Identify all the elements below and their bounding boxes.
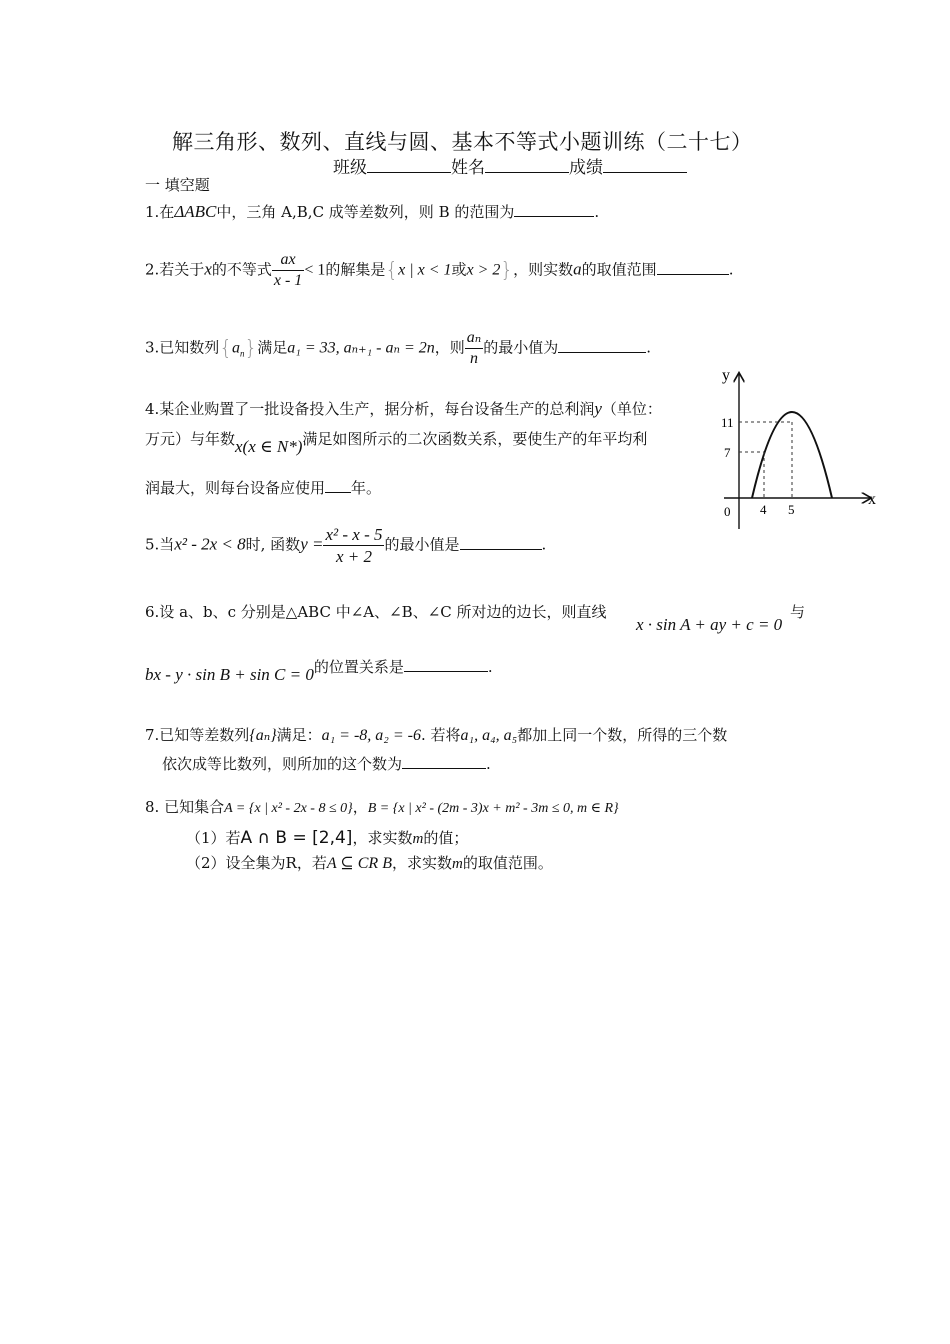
q5-prefix: 5.当 (145, 535, 175, 554)
q7-condition: a₁ = -8, a₂ = -6 (321, 727, 421, 744)
question-6-line-2 (145, 657, 493, 683)
question-2 (145, 252, 733, 289)
question-7-line-1 (145, 728, 727, 744)
q7-line1a: 7.已知等差数列 (145, 726, 250, 744)
section-heading: 一 填空题 (145, 176, 210, 194)
q6-end: . (487, 658, 493, 676)
q3-text3: 的最小值为 (483, 338, 559, 357)
q6-line1: 6.设 a、b、c 分别是△ABC 中∠A、∠B、∠C 所对边的边长，则直线 (145, 603, 607, 621)
q6-eq1: x · sin A + ay + c = 0 (636, 615, 783, 634)
q7-line2: 依次成等比数列，则所加的这个数为 (162, 755, 403, 773)
q2-answer-blank[interactable] (657, 260, 729, 275)
q2-set-or: 或 (451, 260, 467, 279)
y-tick-11: 11 (721, 415, 734, 430)
q2-text2: 的解集是 (325, 260, 386, 279)
name-field[interactable] (485, 155, 569, 173)
q4-line2b: 满足如图所示的二次函数关系，要使生产的年平均利 (302, 430, 648, 448)
question-8-part-2 (186, 856, 553, 872)
q1-answer-blank[interactable] (514, 202, 594, 217)
score-label: 成绩 (569, 158, 603, 178)
q7-terms: a₁, a₄, a₅ (460, 727, 518, 744)
q3-answer-blank[interactable] (558, 338, 646, 353)
q5-answer-blank[interactable] (460, 535, 542, 550)
q2-text3: ，则实数 (513, 260, 574, 279)
q3-frac-num: aₙ (465, 330, 483, 349)
q2-frac-den: x - 1 (273, 272, 303, 289)
q2-x: x (204, 259, 212, 279)
q1-text: 中，三角 A,B,C 成等差数列，则 B 的范围为 (216, 203, 515, 221)
q4-answer-blank[interactable] (325, 478, 351, 493)
q2-fraction (272, 252, 304, 289)
q2-brace-right: } (500, 257, 514, 282)
question-1 (145, 202, 599, 220)
y-tick-7: 7 (724, 445, 731, 460)
q3-brace-left: { (219, 335, 233, 360)
q5-text1: 时, 函数 (245, 535, 301, 554)
q8-p2d: 的取值范围。 (462, 854, 553, 872)
q8-p1-math: A ∩ B = [2,4] (240, 828, 353, 848)
q5-yeq: y = (300, 534, 324, 554)
q8-m: m (412, 831, 424, 847)
q1-triangle: ΔABC (174, 202, 217, 221)
q8-p2b: ，若 (296, 854, 327, 872)
q3-text2: ，则 (434, 338, 465, 357)
q3-frac-den: n (470, 350, 479, 367)
q8-p2a: （2）设全集为 (186, 854, 286, 872)
q8-R: R (285, 854, 297, 872)
x-axis-label: x (868, 491, 876, 508)
q6-text2: 的位置关系是 (313, 658, 404, 676)
name-label: 姓名 (451, 158, 485, 178)
q6-yu: 与 (790, 603, 806, 621)
q8-p1c: 的值； (423, 829, 469, 847)
q8-p2c: ，求实数 (391, 854, 452, 872)
class-label: 班级 (333, 158, 367, 178)
q5-end: . (541, 535, 547, 554)
question-4-line-1 (145, 400, 662, 417)
q4-line1b: （单位： (601, 400, 662, 418)
q8-p1a: （1）若 (186, 829, 241, 847)
q3-text1: 满足 (257, 338, 288, 357)
q7-seq: {aₙ} (249, 727, 277, 744)
x-tick-4: 4 (760, 502, 767, 517)
q5-text2: 的最小值是 (384, 535, 460, 554)
q5-frac-num: x² - x - 5 (325, 525, 383, 544)
question-8-part-1 (186, 830, 468, 847)
q3-seq: a (232, 339, 241, 357)
q2-set-1: x | x < 1 (398, 261, 452, 279)
q7-end: . (486, 755, 491, 773)
q2-frac-num: ax (272, 252, 304, 271)
question-7-line-2 (162, 754, 491, 772)
q3-condition: a₁ = 33, aₙ₊₁ - aₙ = 2n (287, 339, 435, 357)
parabola-graph (712, 364, 882, 534)
q3-brace-right: } (244, 335, 258, 360)
question-8 (145, 800, 619, 816)
q6-eq2: bx - y · sin B + sin C = 0 (145, 665, 314, 684)
q4-xcond: x(x ∈ N*) (235, 437, 303, 456)
q2-text4: 的取值范围 (581, 260, 657, 279)
q8-set-a: A = {x | x² - 2x - 8 ≤ 0} (224, 801, 353, 816)
question-6-line-1 (145, 605, 607, 620)
q8-comma: ， (352, 798, 368, 816)
question-3: 3.已知数列$\{a_n\}$满足a₁ = 33, aₙ₊₁ - aₙ = 2n，则 $\frac{\text{aₙ}}{n}$ 的最小值为 . (145, 329, 652, 367)
q8-prefix: 8. 已知集合 (145, 798, 225, 816)
q2-end: . (728, 260, 734, 279)
class-field[interactable] (367, 155, 451, 173)
q1-end: . (594, 203, 600, 221)
question-5 (145, 526, 546, 565)
q3-end: . (646, 338, 652, 357)
q3-fraction (465, 330, 483, 367)
student-info-line (333, 153, 687, 178)
q2-prefix: 2.若关于 (145, 260, 205, 279)
q7-line1d: 都加上同一个数，所得的三个数 (517, 726, 728, 744)
q6-answer-blank[interactable] (404, 657, 488, 672)
question-4-line-3 (145, 478, 381, 496)
y-axis-label: y (722, 367, 730, 384)
q2-ineq: < 1 (304, 261, 326, 279)
origin-label: 0 (724, 504, 731, 519)
q4-y: y (594, 399, 602, 418)
q7-line1b: 满足： (276, 726, 322, 744)
q4-line3a: 润最大，则每台设备应使用 (145, 479, 326, 497)
q1-prefix: 1.在 (145, 203, 175, 221)
x-tick-5: 5 (788, 502, 795, 517)
q2-a: a (573, 259, 582, 279)
score-field[interactable] (603, 155, 687, 173)
q4-line1: 4.某企业购置了一批设备投入生产，据分析，每台设备生产的总利润 (145, 400, 595, 418)
q8-m-2: m (451, 856, 463, 872)
q3-prefix: 3.已知数列 (145, 338, 220, 357)
q5-fraction (323, 526, 384, 565)
q2-set-2: x > 2 (466, 261, 501, 279)
q5-condition: x² - 2x < 8 (174, 534, 246, 554)
q2-brace-left: { (385, 257, 399, 282)
q4-line3b: 年。 (351, 479, 382, 497)
q2-text1: 的不等式 (211, 260, 272, 279)
q7-line1c: . 若将 (420, 726, 461, 744)
question-4-line-2 (145, 432, 647, 455)
q7-answer-blank[interactable] (402, 754, 486, 769)
page-title: 解三角形、数列、直线与圆、基本不等式小题训练（二十七） (172, 130, 753, 154)
q8-p2-math: A ⊆ CR B (326, 855, 392, 872)
q4-line2a: 万元）与年数 (145, 430, 236, 448)
q8-set-b: B = {x | x² - (2m - 3)x + m² - 3m ≤ 0, m ∈ R} (367, 801, 619, 816)
q5-frac-den: x + 2 (335, 547, 372, 566)
q8-p1b: ，求实数 (352, 829, 413, 847)
